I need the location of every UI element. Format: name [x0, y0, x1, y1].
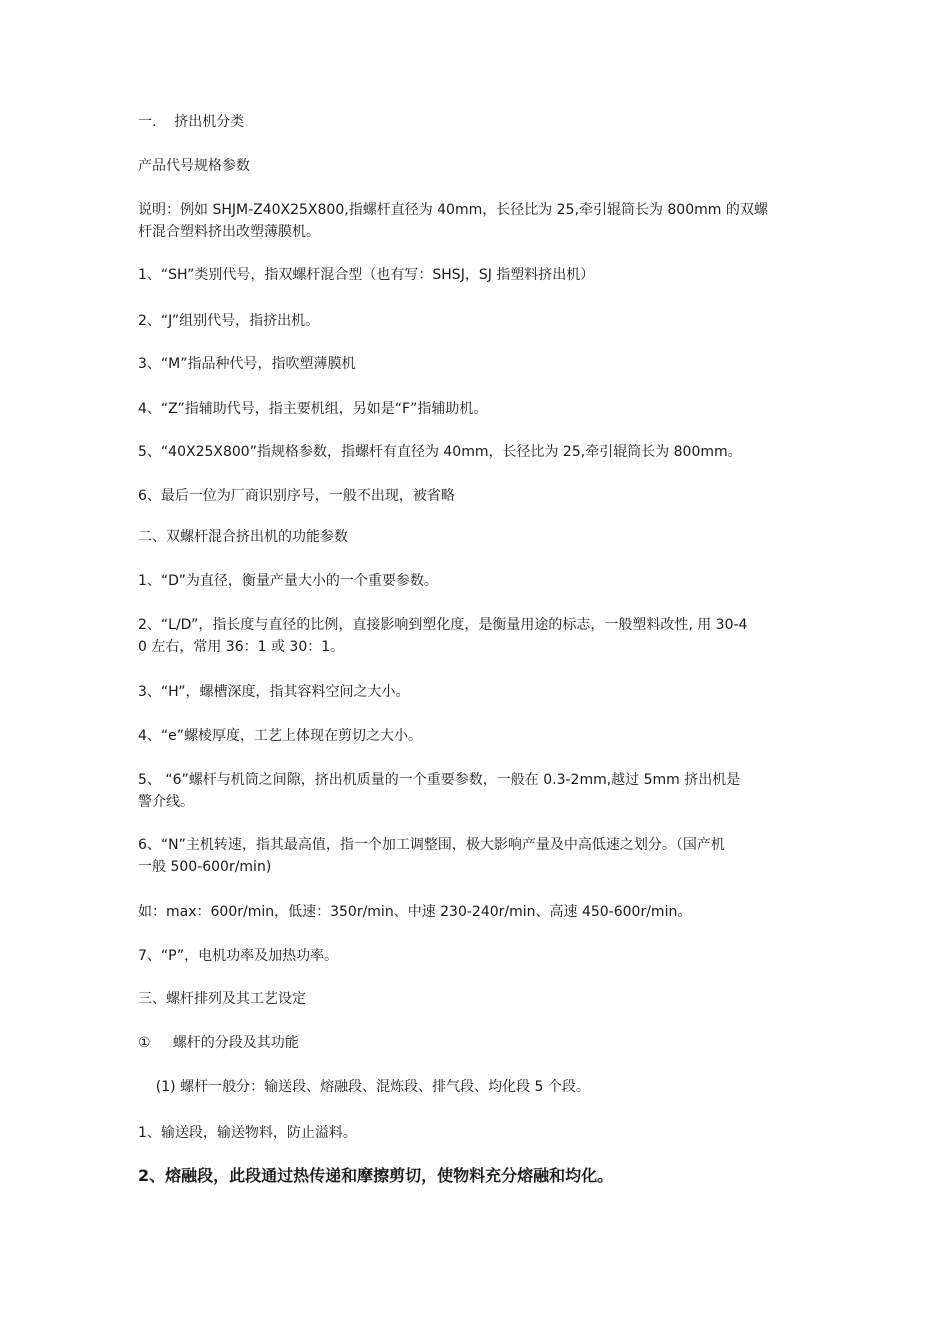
paragraph-example-line-2: 杆混合塑料挤出改塑薄膜机。	[138, 224, 320, 240]
list-item-z: 4、“Z”指辅助代号，指主要机组，另如是“F”指辅助机。	[138, 401, 488, 417]
section-heading-2: 二、双螺杆混合挤出机的功能参数	[138, 529, 348, 545]
subheading-product-code: 产品代号规格参数	[138, 158, 250, 174]
list-item-j: 2、“J”组别代号，指挤出机。	[138, 313, 320, 329]
subheading-screw-segments: ① 螺杆的分段及其功能	[138, 1035, 299, 1051]
list-item-m: 3、“M”指品种代号，指吹塑薄膜机	[138, 356, 356, 372]
paragraph-segment-list: (1) 螺杆一般分：输送段、熔融段、混炼段、排气段、均化段 5 个段。	[138, 1079, 590, 1095]
paragraph-speed-example: 如：max：600r/min，低速：350r/min、中速 230-240r/min、高速 450-600r/min。	[138, 904, 692, 920]
list-item-e: 4、“e”螺棱厚度，工艺上体现在剪切之大小。	[138, 728, 423, 744]
list-item-gap-line-2: 警介线。	[138, 794, 194, 810]
list-item-n-line-2: 一般 500-600r/min)	[138, 859, 272, 875]
list-item-serial: 6、最后一位为厂商识别序号，一般不出现，被省略	[138, 488, 455, 504]
list-item-p: 7、“P”，电机功率及加热功率。	[138, 948, 339, 964]
list-item-gap-line-1: 5、 “6”螺杆与机筒之间隙，挤出机质量的一个重要参数，一般在 0.3-2mm,越过 5mm 挤出机是	[138, 772, 741, 788]
paragraph-example-line-1: 说明：例如 SHJM-Z40X25X800,指螺杆直径为 40mm，长径比为 25,牵引辊筒长为 800mm 的双螺	[138, 202, 768, 218]
list-item-h: 3、“H”，螺槽深度，指其容料空间之大小。	[138, 684, 410, 700]
list-item-melting: 2、熔融段，此段通过热传递和摩擦剪切，使物料充分熔融和均化。	[138, 1166, 614, 1185]
list-item-d: 1、“D”为直径，衡量产量大小的一个重要参数。	[138, 573, 438, 589]
section-heading-3: 三、螺杆排列及其工艺设定	[138, 991, 306, 1007]
list-item-ld-line-2: 0 左右，常用 36：1 或 30：1。	[138, 639, 345, 655]
list-item-ld-line-1: 2、“L/D”，指长度与直径的比例，直接影响到塑化度，是衡量用途的标志，一般塑料改性, 用 30-4	[138, 617, 748, 633]
list-item-feeding: 1、输送段，输送物料，防止溢料。	[138, 1125, 357, 1141]
list-item-n-line-1: 6、“N”主机转速，指其最高值，指一个加工调整围，极大影响产量及中高低速之划分。（国产机	[138, 837, 725, 853]
list-item-sh: 1、“SH”类别代号，指双螺杆混合型（也有写：SHSJ，SJ 指塑料挤出机）	[138, 267, 595, 283]
list-item-spec: 5、“40X25X800”指规格参数，指螺杆有直径为 40mm，长径比为 25,牵引辊筒长为 800mm。	[138, 444, 742, 460]
section-heading-1: 一. 挤出机分类	[138, 114, 245, 130]
